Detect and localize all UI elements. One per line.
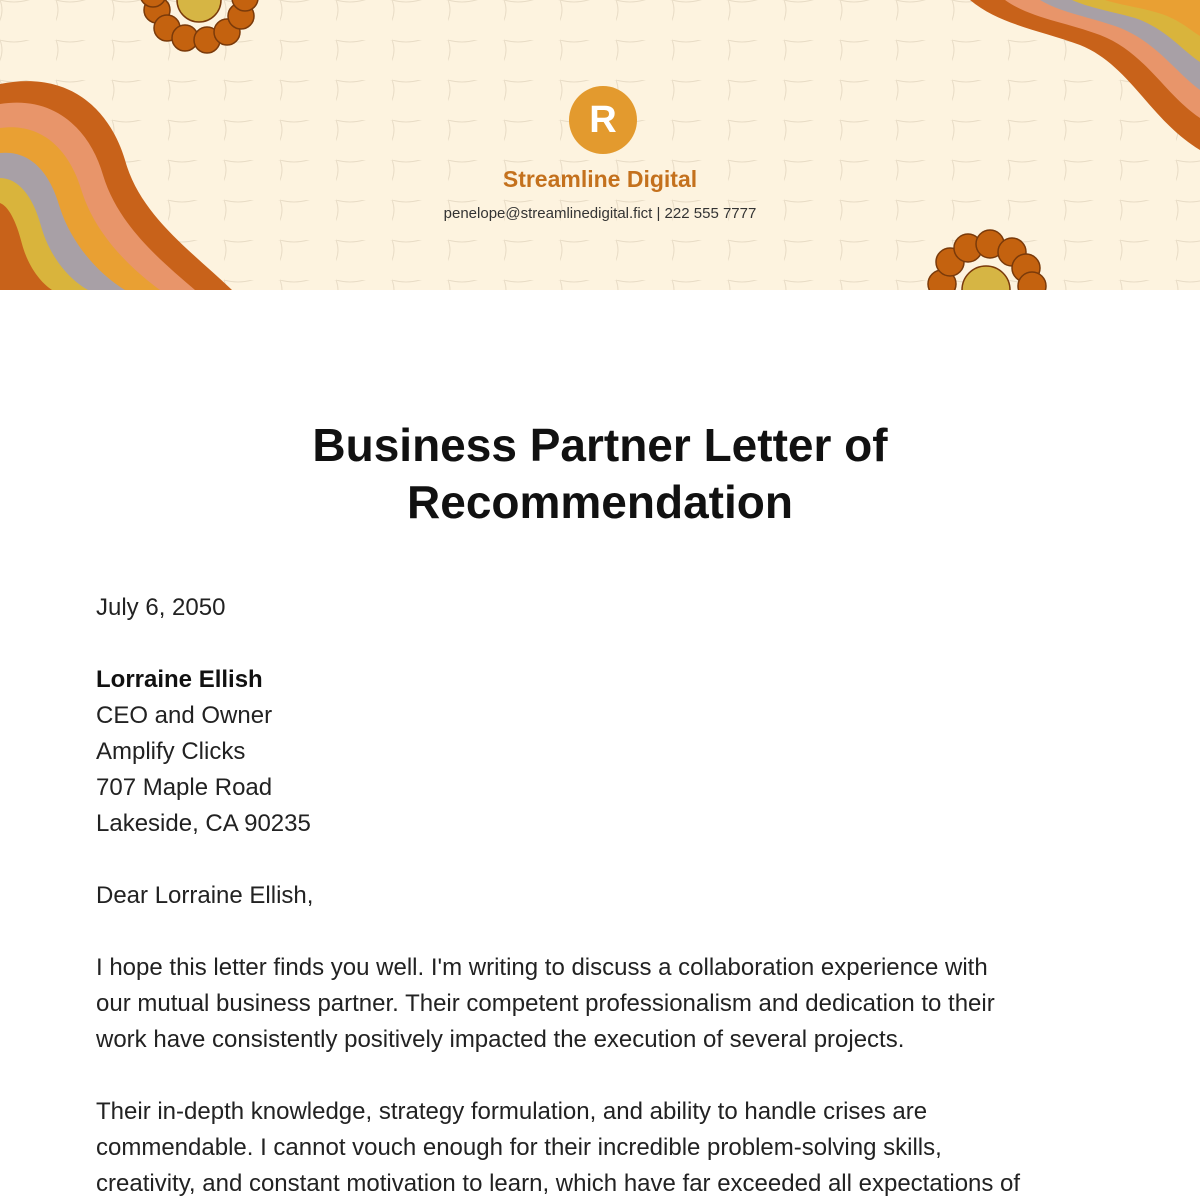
recipient-company: Amplify Clicks: [96, 738, 246, 765]
recipient-city: Lakeside, CA 90235: [96, 810, 311, 837]
paragraph-1-line: our mutual business partner. Their competent professionalism and dedication to their: [96, 990, 995, 1017]
letter-date: July 6, 2050: [96, 594, 226, 621]
recipient-street: 707 Maple Road: [96, 774, 273, 801]
company-name: Streamline Digital: [502, 166, 698, 192]
paragraph-2-line: Their in-depth knowledge, strategy formulation, and ability to handle crises are: [96, 1098, 928, 1125]
letterhead: [0, 0, 1200, 290]
logo-letter: R: [589, 98, 617, 141]
recipient-name: Lorraine Ellish: [96, 666, 263, 693]
title-line-1: Business Partner Letter of: [312, 419, 888, 471]
paragraph-2: [96, 1094, 1106, 1202]
title-line-2: Recommendation: [407, 476, 793, 528]
paragraph-2-line: creativity, and constant motivation to learn, which have far exceeded all expectations of: [96, 1170, 1021, 1197]
recipient-position: CEO and Owner: [96, 702, 273, 729]
company-logo: [569, 86, 637, 154]
paragraph-2-line: commendable. I cannot vouch enough for their incredible problem-solving skills,: [96, 1134, 942, 1161]
letter-body: [96, 590, 1106, 1202]
paragraph-1-line: work have consistently positively impacted the execution of several projects.: [96, 1026, 905, 1053]
paragraph-1-line: I hope this letter finds you well. I'm writing to discuss a collaboration experience with: [96, 954, 988, 981]
contact-info: penelope@streamlinedigital.fict | 222 555 7777: [443, 205, 757, 222]
document-title: [150, 417, 1050, 531]
paragraph-1: [96, 950, 1106, 1058]
salutation: Dear Lorraine Ellish,: [96, 882, 314, 909]
